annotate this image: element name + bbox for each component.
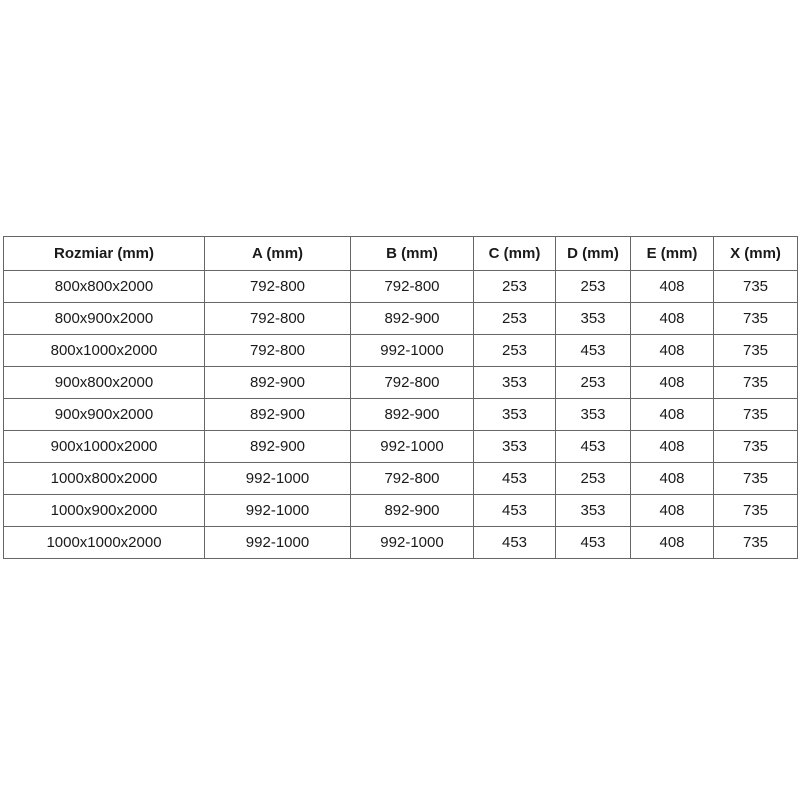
- table-cell: 1000x1000x2000: [4, 527, 205, 559]
- table-cell: 353: [556, 303, 631, 335]
- column-header: A (mm): [205, 237, 351, 271]
- column-header: E (mm): [631, 237, 714, 271]
- table-cell: 408: [631, 399, 714, 431]
- table-cell: 408: [631, 335, 714, 367]
- table-cell: 900x900x2000: [4, 399, 205, 431]
- table-cell: 892-900: [205, 431, 351, 463]
- table-cell: 735: [714, 271, 798, 303]
- table-cell: 408: [631, 495, 714, 527]
- table-cell: 735: [714, 495, 798, 527]
- table-cell: 408: [631, 527, 714, 559]
- table-cell: 408: [631, 303, 714, 335]
- table-cell: 792-800: [351, 271, 474, 303]
- table-cell: 992-1000: [351, 527, 474, 559]
- table-cell: 900x1000x2000: [4, 431, 205, 463]
- table-cell: 453: [474, 495, 556, 527]
- table-cell: 892-900: [205, 399, 351, 431]
- table-cell: 735: [714, 367, 798, 399]
- table-cell: 892-900: [351, 399, 474, 431]
- column-header: D (mm): [556, 237, 631, 271]
- table-cell: 792-800: [205, 335, 351, 367]
- table-row: [4, 495, 798, 527]
- table-cell: 800x800x2000: [4, 271, 205, 303]
- table-cell: 408: [631, 271, 714, 303]
- table-cell: 735: [714, 399, 798, 431]
- column-header: X (mm): [714, 237, 798, 271]
- table-cell: 735: [714, 463, 798, 495]
- table-cell: 1000x900x2000: [4, 495, 205, 527]
- table-cell: 453: [474, 463, 556, 495]
- table-cell: 900x800x2000: [4, 367, 205, 399]
- table-row: [4, 271, 798, 303]
- table-cell: 735: [714, 303, 798, 335]
- table-cell: 253: [474, 303, 556, 335]
- table-row: [4, 431, 798, 463]
- table-cell: 453: [556, 335, 631, 367]
- table-cell: 792-800: [205, 271, 351, 303]
- table-cell: 800x1000x2000: [4, 335, 205, 367]
- table-cell: 408: [631, 463, 714, 495]
- table-row: [4, 367, 798, 399]
- table-cell: 253: [556, 367, 631, 399]
- table-cell: 253: [474, 335, 556, 367]
- table-cell: 892-900: [351, 495, 474, 527]
- table-cell: 453: [556, 431, 631, 463]
- table-cell: 792-800: [351, 367, 474, 399]
- table-cell: 735: [714, 431, 798, 463]
- table-cell: 353: [474, 431, 556, 463]
- table-row: [4, 335, 798, 367]
- table-cell: 992-1000: [205, 495, 351, 527]
- dimensions-table-container: [3, 236, 797, 559]
- table-cell: 735: [714, 335, 798, 367]
- table-cell: 892-900: [351, 303, 474, 335]
- table-cell: 792-800: [205, 303, 351, 335]
- table-cell: 353: [556, 495, 631, 527]
- table-cell: 992-1000: [351, 335, 474, 367]
- table-cell: 253: [556, 271, 631, 303]
- column-header: Rozmiar (mm): [4, 237, 205, 271]
- table-cell: 353: [474, 399, 556, 431]
- table-cell: 253: [556, 463, 631, 495]
- table-cell: 800x900x2000: [4, 303, 205, 335]
- column-header: C (mm): [474, 237, 556, 271]
- table-cell: 892-900: [205, 367, 351, 399]
- dimensions-table: [3, 236, 798, 559]
- table-cell: 353: [474, 367, 556, 399]
- table-cell: 408: [631, 431, 714, 463]
- table-cell: 453: [556, 527, 631, 559]
- table-cell: 992-1000: [205, 527, 351, 559]
- table-cell: 992-1000: [205, 463, 351, 495]
- table-row: [4, 527, 798, 559]
- table-cell: 1000x800x2000: [4, 463, 205, 495]
- table-cell: 992-1000: [351, 431, 474, 463]
- table-cell: 253: [474, 271, 556, 303]
- table-cell: 735: [714, 527, 798, 559]
- table-cell: 408: [631, 367, 714, 399]
- table-header-row: [4, 237, 798, 271]
- column-header: B (mm): [351, 237, 474, 271]
- table-cell: 792-800: [351, 463, 474, 495]
- table-body: [4, 271, 798, 559]
- table-cell: 353: [556, 399, 631, 431]
- table-row: [4, 303, 798, 335]
- table-row: [4, 399, 798, 431]
- table-cell: 453: [474, 527, 556, 559]
- table-row: [4, 463, 798, 495]
